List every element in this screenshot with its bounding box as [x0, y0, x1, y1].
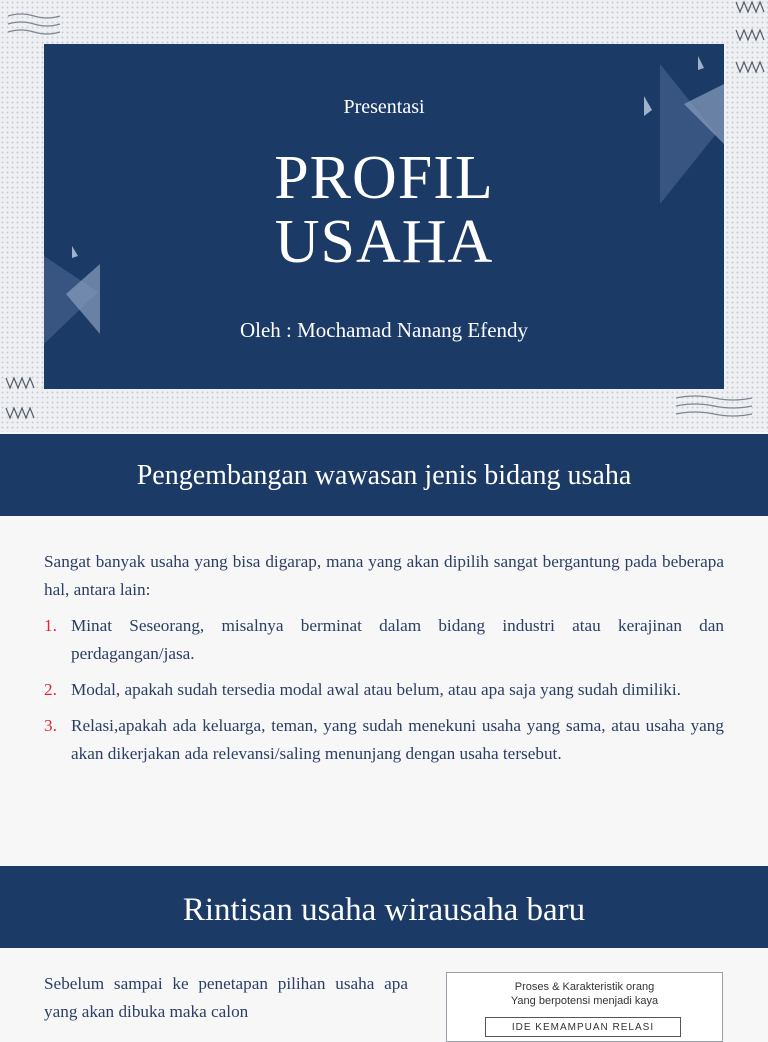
list-number: 2.: [44, 680, 57, 699]
title-line-1: PROFIL: [274, 144, 494, 212]
figure-row: IDE KEMAMPUAN RELASI: [485, 1017, 681, 1037]
figure-title-line-2: Yang berpotensi menjadi kaya: [510, 995, 659, 1007]
section-header-wawasan: [0, 434, 768, 516]
section-heading: Pengembangan wawasan jenis bidang usaha: [136, 460, 632, 491]
title-panel: [44, 44, 724, 389]
list-text: Relasi,apakah ada keluarga, teman, yang sudah menekuni usaha yang sama, atau usaha yang akan dikerjakan ada relevansi/saling menunjang dengan usaha tersebut.: [71, 716, 724, 763]
slide-title: [44, 146, 724, 274]
section-body-rintisan: Sebelum sampai ke penetapan pilihan usaha apa yang akan dibuka maka calon: [44, 974, 408, 1021]
title-line-2: USAHA: [274, 208, 494, 276]
zigzag-decoration-icon: [4, 374, 38, 426]
figure-title-line-1: Proses & Karakteristik orang: [514, 981, 655, 993]
section-heading: Rintisan usaha wirausaha baru: [182, 892, 586, 928]
list-text: Minat Seseorang, misalnya berminat dalam bidang industri atau kerajinan dan perdagangan/jasa.: [71, 616, 724, 663]
list-text: Modal, apakah sudah tersedia modal awal atau belum, atau apa saja yang sudah dimiliki.: [71, 680, 681, 699]
zigzag-decoration-icon: [734, 0, 768, 82]
title-slide: [0, 0, 768, 432]
list-item: [44, 612, 724, 668]
list-number: 1.: [44, 616, 57, 635]
list-item: [44, 712, 724, 768]
zigzag-decoration-icon: [676, 394, 752, 420]
process-figure: [446, 972, 723, 1042]
section-body-wawasan: [44, 548, 724, 776]
author-line: Oleh : Mochamad Nanang Efendy: [239, 318, 529, 342]
list-item: [44, 676, 724, 704]
section-header-rintisan: [0, 866, 768, 948]
slide-label: Presentasi: [343, 96, 425, 118]
zigzag-decoration-icon: [8, 12, 60, 40]
reasons-list: [44, 612, 724, 768]
intro-paragraph: Sangat banyak usaha yang bisa digarap, mana yang akan dipilih sangat bergantung pada beberapa hal, antara lain:: [44, 552, 724, 599]
list-number: 3.: [44, 716, 57, 735]
